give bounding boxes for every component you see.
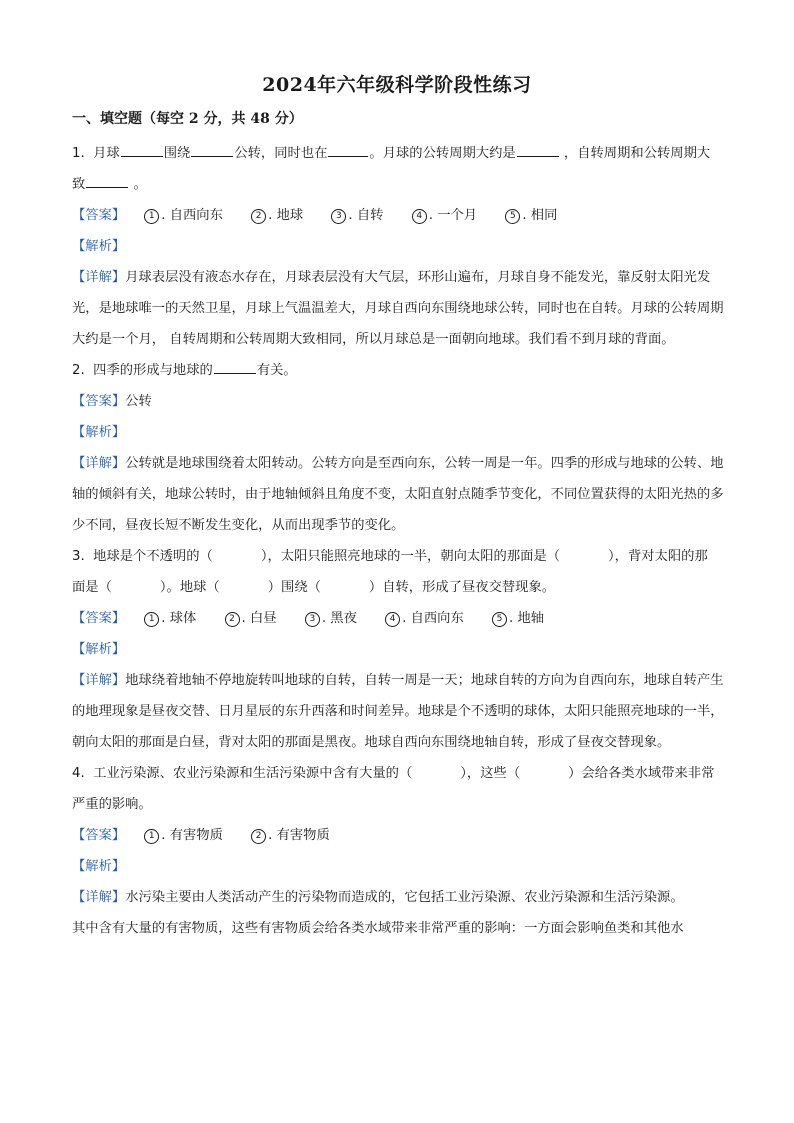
answer-label: 【答案】 bbox=[72, 611, 126, 626]
answer-option: 1 . 自西向东 bbox=[144, 200, 223, 231]
detail-label: 【详解】 bbox=[72, 270, 126, 285]
detail-label: 【详解】 bbox=[72, 890, 126, 905]
analysis-label: 【解析】 bbox=[72, 239, 126, 254]
analysis-label: 【解析】 bbox=[72, 425, 126, 440]
answer-blank bbox=[191, 142, 233, 157]
question-list bbox=[72, 138, 724, 944]
question-3-line-1: 3. 地球是个不透明的（ ），太阳只能照亮地球的一半，朝向太阳的那面是（ ），背对太阳的那 bbox=[72, 549, 708, 564]
answer-option: 3 . 黑夜 bbox=[305, 603, 357, 634]
detail-paragraph bbox=[72, 262, 724, 355]
answer-option: 4 . 自西向东 bbox=[385, 603, 464, 634]
detail-label: 【详解】 bbox=[72, 456, 126, 471]
answer-line bbox=[72, 200, 724, 231]
detail-text: 月球表层没有液态水存在，月球表层没有大气层，环形山遍布，月球自身不能发光，靠反射太阳光发光，是地球唯一的天然卫星，月球上气温温差大，月球自西向东围绕地球公转，同时也在自转。月球的公转周期大约是一个月， 自转周期和公转周期大致相同，所以月球总是一面朝向地球。我们看不到月球的背面。 bbox=[72, 270, 724, 347]
question-4-line-2: 严重的影响。 bbox=[72, 797, 152, 812]
analysis-label: 【解析】 bbox=[72, 859, 126, 874]
detail-text: 公转就是地球围绕着太阳转动。公转方向是至西向东，公转一周是一年。四季的形成与地球的公转、地轴的倾斜有关，地球公转时，由于地轴倾斜且角度不变，太阳直射点随季节变化，不同位置获得的太阳光热的多少不同，昼夜长短不断发生变化，从而出现季节的变化。 bbox=[72, 456, 724, 533]
answer-option: 5 . 相同 bbox=[505, 200, 557, 231]
answer-option: 1 . 球体 bbox=[144, 603, 196, 634]
question-1-line-1: 1. 月球 围绕 公转，同时也在 。月球的公转周期大约是 ，自转周期和公转周期大 bbox=[72, 138, 724, 169]
question-3-line-2: 面是（ ）。地球（ ）围绕（ ）自转，形成了昼夜交替现象。 bbox=[72, 580, 556, 595]
detail-paragraph bbox=[72, 665, 724, 758]
detail-text: 水污染主要由人类活动产生的污染物而造成的，它包括工业污染源、农业污染源和生活污染源。 bbox=[125, 890, 684, 905]
answer-option: 3 . 自转 bbox=[331, 200, 383, 231]
analysis-label: 【解析】 bbox=[72, 642, 126, 657]
page-title: 2024年六年级科学阶段性练习 bbox=[262, 74, 532, 96]
answer-line bbox=[72, 386, 724, 417]
question-number: 4. bbox=[72, 766, 85, 781]
answer-text: 公转 bbox=[125, 394, 152, 409]
answer-line bbox=[72, 820, 724, 851]
answer-option: 1 . 有害物质 bbox=[144, 820, 223, 851]
answer-label: 【答案】 bbox=[72, 208, 126, 223]
answer-option: 2 . 白昼 bbox=[225, 603, 277, 634]
answer-option: 2 . 地球 bbox=[251, 200, 303, 231]
answer-option: 4 . 一个月 bbox=[412, 200, 477, 231]
question-1-line-2: 致 。 bbox=[72, 169, 724, 200]
answer-blank bbox=[517, 142, 559, 157]
detail-text: 地球绕着地轴不停地旋转叫地球的自转，自转一周是一天；地球自转的方向为自西向东，地球自转产生的地理现象是昼夜交替、日月星辰的东升西落和时间差异。地球是个不透明的球体，太阳只能照亮地球的一半，朝向太阳的那面是白昼，背对太阳的那面是黑夜。地球自西向东围绕地轴自转，形成了昼夜交替现象。 bbox=[72, 673, 724, 750]
question-2-line-1: 2. 四季的形成与地球的 有关。 bbox=[72, 355, 724, 386]
answer-line bbox=[72, 603, 724, 634]
answer-option: 5 . 地轴 bbox=[492, 603, 544, 634]
answer-blank bbox=[121, 142, 163, 157]
answer-option: 2 . 有害物质 bbox=[251, 820, 330, 851]
answer-label: 【答案】 bbox=[72, 394, 126, 409]
answer-blank bbox=[214, 359, 256, 374]
detail-line bbox=[72, 882, 724, 913]
detail-line bbox=[72, 913, 724, 944]
detail-text: 其中含有大量的有害物质，这些有害物质会给各类水域带来非常严重的影响：一方面会影响鱼类和其他水 bbox=[72, 921, 684, 936]
question-number: 3. bbox=[72, 549, 85, 564]
answer-label: 【答案】 bbox=[72, 828, 126, 843]
question-4-line-1: 4. 工业污染源、农业污染源和生活污染源中含有大量的（ ），这些（ ）会给各类水域带来非常 bbox=[72, 766, 715, 781]
question-number: 1. bbox=[72, 146, 85, 161]
answer-blank bbox=[328, 142, 368, 157]
detail-paragraph bbox=[72, 448, 724, 541]
answer-blank bbox=[86, 173, 128, 188]
section-heading: 一、填空题（每空 2 分，共 48 分） bbox=[72, 111, 303, 127]
question-number: 2. bbox=[72, 363, 85, 378]
detail-label: 【详解】 bbox=[72, 673, 126, 688]
